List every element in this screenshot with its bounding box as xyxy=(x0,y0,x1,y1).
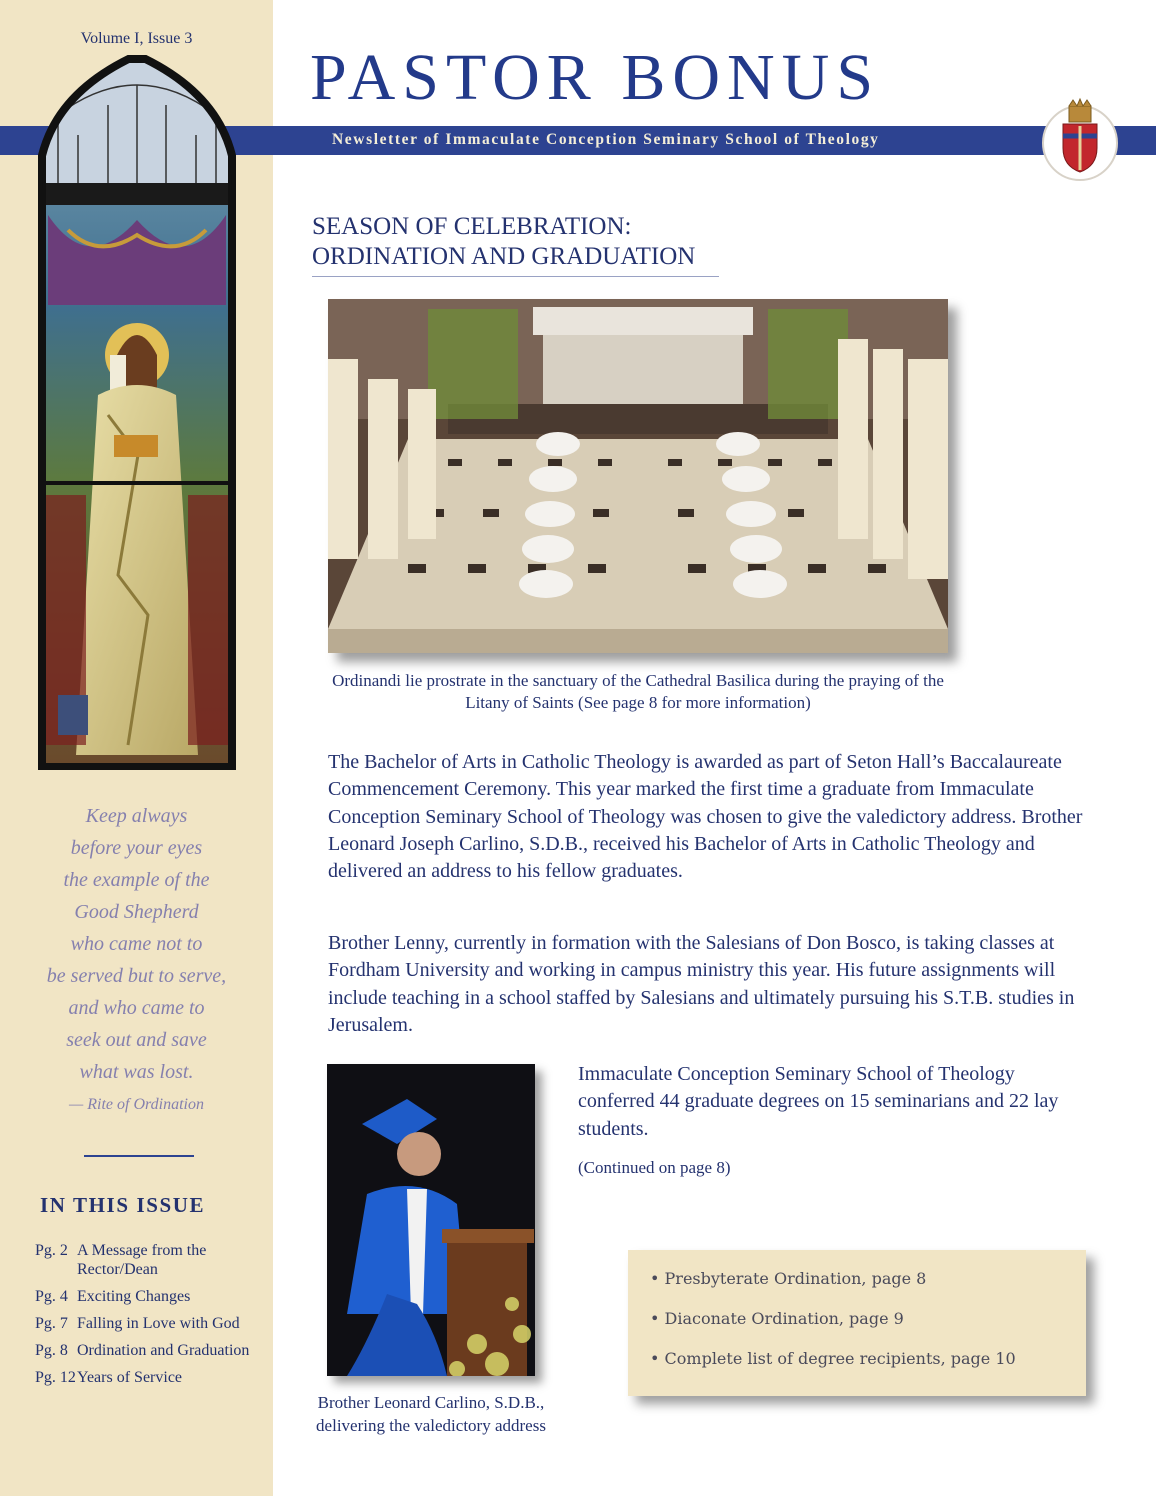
newsletter-tagline: Newsletter of Immaculate Conception Seminary School of Theology xyxy=(332,131,880,148)
stained-glass-window-image xyxy=(38,55,236,770)
newsletter-title: PASTOR BONUS xyxy=(310,41,881,114)
related-article-item[interactable]: • Complete list of degree recipients, page 10 xyxy=(650,1349,1016,1368)
toc-item[interactable] xyxy=(35,1241,267,1279)
quote-line: Keep always xyxy=(85,805,188,827)
toc-page-number: Pg. 8 xyxy=(35,1342,68,1359)
article-headline xyxy=(312,212,742,272)
valedictorian-photo xyxy=(327,1064,535,1376)
toc-page-number: Pg. 7 xyxy=(35,1315,68,1332)
valedictorian-photo-caption: Brother Leonard Carlino, S.D.B., delivering the valedictory address xyxy=(316,1393,546,1435)
toc-title: Years of Service xyxy=(77,1369,183,1386)
ordination-quote xyxy=(0,800,273,1088)
headline-line: SEASON OF CELEBRATION: xyxy=(312,213,632,240)
quote-line: what was lost. xyxy=(79,1061,194,1083)
headline-line: ORDINATION AND GRADUATION xyxy=(312,243,696,270)
quote-line: before your eyes xyxy=(70,837,203,859)
toc-title: Ordination and Graduation xyxy=(77,1342,250,1359)
related-articles-box xyxy=(628,1250,1086,1396)
article-paragraph: Brother Lenny, currently in formation with the Salesians of Don Bosco, is taking classes at Fordham University and working in campus ministry this year. His future assignments will include teaching in a school staffed by Salesians and ultimately pursuing his S.T.B. studies in Jerusalem. xyxy=(328,932,1075,1036)
quote-source: — Rite of Ordination xyxy=(69,1096,204,1113)
toc-item[interactable] xyxy=(35,1341,267,1360)
ordination-photo xyxy=(328,299,948,653)
toc-title: Exciting Changes xyxy=(77,1288,191,1305)
toc-heading: IN THIS ISSUE xyxy=(40,1193,206,1217)
toc-page-number: Pg. 4 xyxy=(35,1288,68,1305)
toc-title: A Message from the Rector/Dean xyxy=(77,1242,207,1278)
related-article-item[interactable]: • Presbyterate Ordination, page 8 xyxy=(650,1269,927,1288)
quote-line: who came not to xyxy=(70,933,203,955)
toc-page-number: Pg. 2 xyxy=(35,1242,68,1259)
toc-item[interactable] xyxy=(35,1314,267,1333)
article-paragraph: The Bachelor of Arts in Catholic Theology is awarded as part of Seton Hall’s Baccalaureate Commencement Ceremony. This year marked the first time a graduate from Immaculate Conception Seminary School of Theology was chosen to give the valedictory address. Brother Leonard Joseph Carlino, S.D.B., received his Bachelor of Arts in Catholic Theology and delivered an address to his fellow graduates. xyxy=(328,751,1083,883)
toc-page-number: Pg. 12 xyxy=(35,1369,76,1386)
table-of-contents xyxy=(35,1241,267,1395)
quote-line: Good Shepherd xyxy=(74,901,199,923)
quote-line: the example of the xyxy=(63,869,210,891)
toc-title: Falling in Love with God xyxy=(77,1315,240,1332)
seminary-crest-logo xyxy=(1041,96,1119,182)
related-articles-list xyxy=(650,1269,1016,1389)
ordination-photo-caption: Ordinandi lie prostrate in the sanctuary of the Cathedral Basilica during the praying of the Litany of Saints (See page 8 for more information) xyxy=(332,671,944,712)
quote-divider xyxy=(84,1155,194,1157)
quote-line: seek out and save xyxy=(66,1029,207,1051)
quote-line: be served but to serve, xyxy=(46,965,227,987)
toc-item[interactable] xyxy=(35,1287,267,1306)
related-article-item[interactable]: • Diaconate Ordination, page 9 xyxy=(650,1309,904,1328)
continued-link[interactable]: (Continued on page 8) xyxy=(578,1158,731,1177)
toc-item[interactable] xyxy=(35,1368,267,1387)
quote-line: and who came to xyxy=(68,997,205,1019)
issue-label: Volume I, Issue 3 xyxy=(80,30,193,47)
article-paragraph: Immaculate Conception Seminary School of Theology conferred 44 graduate degrees on 15 seminarians and 22 lay students. xyxy=(578,1063,1059,1140)
headline-underline xyxy=(312,276,719,277)
